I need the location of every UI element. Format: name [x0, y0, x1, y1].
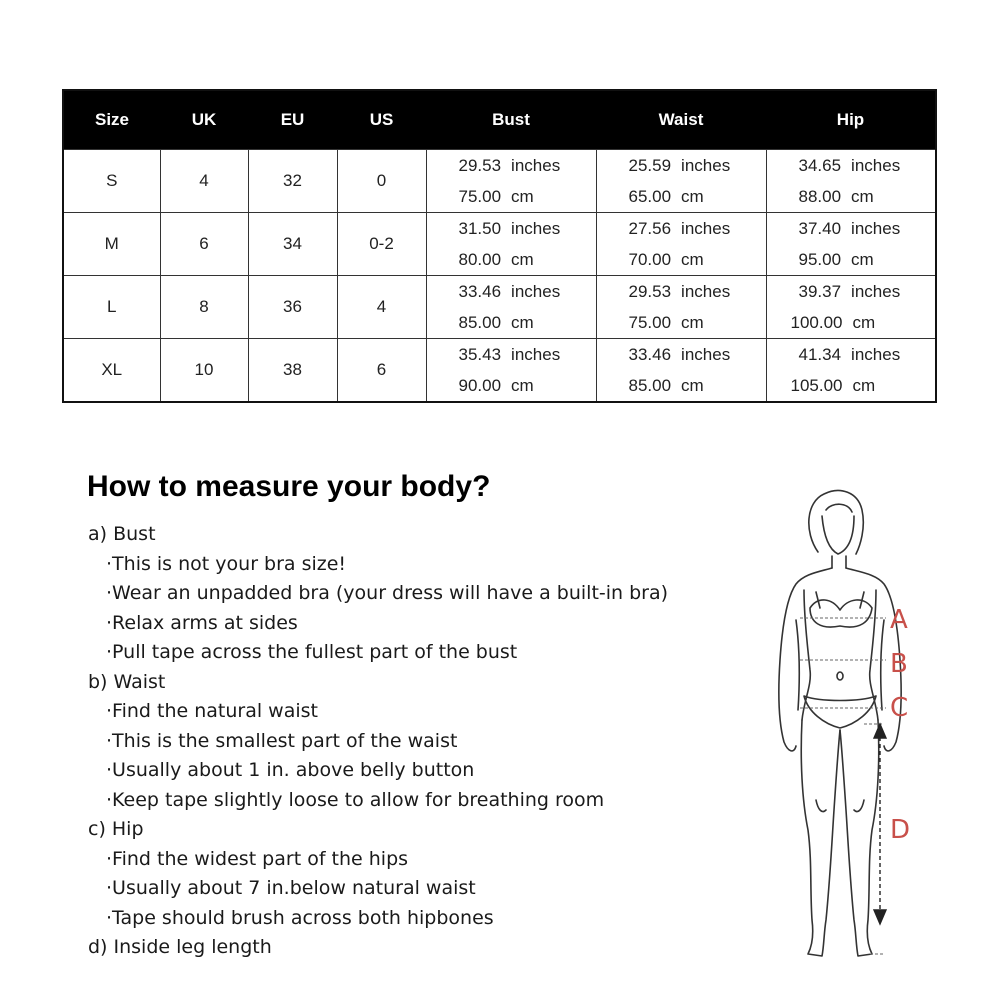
us-cell: 0-2: [337, 213, 426, 276]
waist-in-line: [597, 150, 766, 181]
bust-cell: [426, 276, 596, 339]
uk-cell: 10: [160, 339, 248, 403]
waist-in-value: 25.59: [628, 156, 672, 175]
waist-in-value: 33.46: [628, 345, 672, 364]
list-item: b) Waist: [88, 670, 166, 693]
body-measurement-figure: [760, 480, 940, 970]
header-eu: EU: [248, 90, 337, 150]
waist-in-unit: inches: [681, 282, 731, 301]
bust-in-line: [427, 276, 596, 307]
list-item: ·Find the natural waist: [106, 700, 318, 722]
label-a: A: [890, 605, 908, 635]
waist-cm-unit: cm: [681, 187, 704, 206]
bust-in-unit: inches: [511, 345, 561, 364]
bust-cm-value: 80.00: [458, 250, 502, 269]
waist-in-value: 29.53: [628, 282, 672, 301]
hip-cm-unit: cm: [851, 187, 874, 206]
bust-cm-value: 90.00: [458, 376, 502, 395]
list-item: ·Pull tape across the fullest part of the bust: [106, 641, 518, 663]
hip-in-unit: inches: [851, 219, 901, 238]
label-b: B: [890, 649, 908, 679]
bust-cell: [426, 150, 596, 213]
waist-cell: [596, 213, 766, 276]
hip-cell: [766, 150, 936, 213]
hip-in-unit: inches: [851, 345, 901, 364]
list-item: ·This is the smallest part of the waist: [106, 729, 458, 752]
waist-in-line: [597, 213, 766, 244]
body-outline-illustration: [760, 480, 940, 970]
size-cell: XL: [63, 339, 160, 403]
guide-title: How to measure your body?: [87, 470, 491, 503]
list-item: ·Tape should brush across both hipbones: [106, 906, 494, 929]
hip-in-line: [767, 213, 936, 244]
waist-cm-line: [597, 307, 766, 338]
waist-in-value: 27.56: [628, 219, 672, 238]
waist-cm-unit: cm: [681, 250, 704, 269]
table-row: [63, 339, 936, 403]
bust-cell: [426, 339, 596, 403]
hip-cm-value: 100.00: [790, 313, 843, 332]
list-item: ·Wear an unpadded bra (your dress will have a built-in bra): [106, 582, 669, 604]
bust-in-unit: inches: [511, 219, 561, 238]
waist-in-line: [597, 276, 766, 307]
header-uk: UK: [160, 90, 248, 150]
uk-cell: 4: [160, 150, 248, 213]
bust-in-value: 33.46: [458, 282, 502, 301]
bust-cm-value: 85.00: [458, 313, 502, 332]
list-item: ·Relax arms at sides: [106, 611, 298, 634]
hip-cm-line: [767, 370, 936, 401]
us-cell: 0: [337, 150, 426, 213]
table-row: [63, 276, 936, 339]
bust-cm-value: 75.00: [458, 187, 502, 206]
hip-in-line: [767, 276, 936, 307]
bust-cm-line: [427, 244, 596, 275]
bust-in-value: 35.43: [458, 345, 502, 364]
waist-cell: [596, 276, 766, 339]
hip-cm-line: [767, 244, 936, 275]
waist-in-unit: inches: [681, 156, 731, 175]
header-bust: Bust: [426, 90, 596, 150]
list-item: a) Bust: [88, 523, 156, 545]
bust-in-line: [427, 213, 596, 244]
bust-cm-line: [427, 370, 596, 401]
us-cell: 6: [337, 339, 426, 403]
bust-in-unit: inches: [511, 282, 561, 301]
header-size: Size: [63, 90, 160, 150]
uk-cell: 6: [160, 213, 248, 276]
hip-in-value: 39.37: [798, 282, 842, 301]
hip-in-unit: inches: [851, 156, 901, 175]
size-cell: L: [63, 276, 160, 339]
hip-in-line: [767, 150, 936, 181]
size-cell: M: [63, 213, 160, 276]
hip-in-unit: inches: [851, 282, 901, 301]
list-item: ·Find the widest part of the hips: [106, 847, 409, 870]
bust-in-value: 29.53: [458, 156, 502, 175]
table-header-row: [63, 90, 936, 150]
hip-cm-value: 88.00: [798, 187, 842, 206]
list-item: ·This is not your bra size!: [106, 552, 347, 575]
hip-cm-unit: cm: [852, 376, 876, 395]
us-cell: 4: [337, 276, 426, 339]
hip-cell: [766, 213, 936, 276]
bust-cm-line: [427, 181, 596, 212]
bust-cm-unit: cm: [511, 376, 534, 395]
guide-list: [88, 520, 668, 963]
bust-in-line: [427, 339, 596, 370]
eu-cell: 38: [248, 339, 337, 403]
list-item: ·Usually about 1 in. above belly button: [106, 759, 475, 781]
waist-in-unit: inches: [681, 219, 731, 238]
hip-cm-value: 95.00: [798, 250, 842, 269]
eu-cell: 34: [248, 213, 337, 276]
hip-in-value: 41.34: [798, 345, 842, 364]
label-d: D: [890, 815, 911, 845]
table-row: [63, 213, 936, 276]
hip-in-value: 34.65: [798, 156, 842, 175]
waist-cm-unit: cm: [681, 376, 704, 395]
waist-cm-value: 70.00: [628, 250, 672, 269]
waist-cm-line: [597, 244, 766, 275]
bust-cm-line: [427, 307, 596, 338]
waist-cm-unit: cm: [681, 313, 704, 332]
bust-cell: [426, 213, 596, 276]
bust-in-line: [427, 150, 596, 181]
hip-in-line: [767, 339, 936, 370]
eu-cell: 36: [248, 276, 337, 339]
size-chart-table: [62, 89, 937, 403]
table-row: [63, 150, 936, 213]
bust-in-value: 31.50: [458, 219, 502, 238]
hip-cm-value: 105.00: [790, 376, 843, 395]
header-waist: Waist: [596, 90, 766, 150]
hip-cm-line: [767, 307, 936, 338]
list-item: c) Hip: [88, 818, 144, 840]
bust-in-unit: inches: [511, 156, 561, 175]
bust-cm-unit: cm: [511, 250, 534, 269]
list-item: ·Keep tape slightly loose to allow for breathing room: [106, 788, 605, 811]
header-hip: Hip: [766, 90, 936, 150]
hip-cm-unit: cm: [852, 313, 876, 332]
waist-cell: [596, 339, 766, 403]
list-item: ·Usually about 7 in.below natural waist: [106, 877, 476, 899]
waist-in-unit: inches: [681, 345, 731, 364]
waist-cm-line: [597, 181, 766, 212]
hip-cm-line: [767, 181, 936, 212]
waist-cm-value: 85.00: [628, 376, 672, 395]
list-item: d) Inside leg length: [88, 936, 272, 958]
bust-cm-unit: cm: [511, 313, 534, 332]
bust-cm-unit: cm: [511, 187, 534, 206]
waist-in-line: [597, 339, 766, 370]
label-c: C: [890, 693, 909, 723]
hip-cell: [766, 276, 936, 339]
waist-cm-value: 65.00: [628, 187, 672, 206]
uk-cell: 8: [160, 276, 248, 339]
waist-cell: [596, 150, 766, 213]
waist-cm-line: [597, 370, 766, 401]
waist-cm-value: 75.00: [628, 313, 672, 332]
hip-in-value: 37.40: [798, 219, 842, 238]
hip-cm-unit: cm: [851, 250, 874, 269]
hip-cell: [766, 339, 936, 403]
size-cell: S: [63, 150, 160, 213]
eu-cell: 32: [248, 150, 337, 213]
header-us: US: [337, 90, 426, 150]
